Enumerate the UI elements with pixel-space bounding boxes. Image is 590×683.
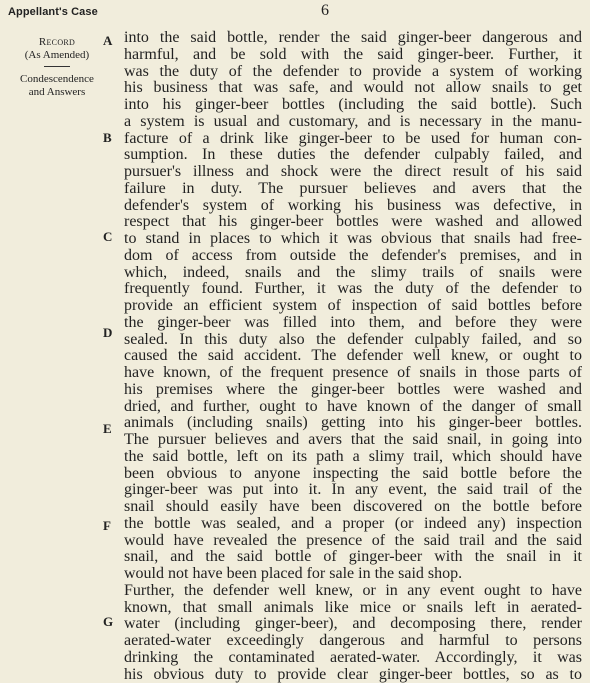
text-line: defender's system of working his business was defective, in	[124, 198, 582, 215]
text-line: snail should easily have been discovered on the bottle before	[124, 499, 582, 516]
text-line: snail, and the said bottle of ginger-beer with the snail in it	[124, 549, 582, 566]
text-line: to stand in places to which it was obvious that snails had free-	[124, 231, 582, 248]
text-line: dom of access from outside the defender's premises, and in	[124, 248, 582, 265]
text-line: failure in duty. The pursuer believes and avers that the	[124, 181, 582, 198]
page-number: 6	[321, 2, 329, 20]
text-line: frequently found. Further, it was the duty of the defender to	[124, 281, 582, 298]
text-line: the ginger-beer was filled into them, and before they were	[124, 315, 582, 332]
text-line: into the said bottle, render the said ginger-beer dangerous and	[124, 30, 582, 47]
text-line: sealed. In this duty also the defender culpably failed, and so	[124, 332, 582, 349]
side-notes	[4, 36, 110, 99]
text-line: the said bottle, left on its path a slimy trail, which should have	[124, 449, 582, 466]
text-line: have known, of the frequent presence of snails in those parts of	[124, 365, 582, 382]
text-line: been obvious to anyone inspecting the said bottle before the	[124, 466, 582, 483]
text-line: respect that his ginger-beer bottles were washed and allowed	[124, 214, 582, 231]
text-line: which, indeed, snails and the slimy trails of snails were	[124, 265, 582, 282]
text-line: his obvious duty to provide clear ginger-beer bottles, so as to	[124, 667, 582, 683]
record-title: Record	[4, 36, 110, 49]
text-line: his business that was safe, and would not allow snails to get	[124, 80, 582, 97]
text-line: ginger-beer was put into it. In any event, the said trail of the	[124, 482, 582, 499]
margin-marker-e: E	[103, 421, 112, 437]
text-line: drinking the contaminated aerated-water. Accordingly, it was	[124, 650, 582, 667]
text-line: aerated-water exceedingly dangerous and harmful to persons	[124, 633, 582, 650]
text-line: would not have been placed for sale in the said shop.	[124, 566, 582, 583]
text-line: animals (including snails) getting into his ginger-beer bottles.	[124, 415, 582, 432]
text-line: sumption. In these duties the defender culpably failed, and	[124, 147, 582, 164]
text-line: The pursuer believes and avers that the said snail, in going into	[124, 432, 582, 449]
text-line: pursuer's illness and shock were the direct result of his said	[124, 164, 582, 181]
margin-markers	[103, 0, 121, 680]
text-line: dried, and further, ought to have known of the danger of small	[124, 399, 582, 416]
text-line: a system is usual and customary, and is necessary in the manu-	[124, 114, 582, 131]
side-divider	[44, 66, 70, 67]
margin-marker-a: A	[103, 33, 112, 49]
text-line: facture of a drink like ginger-beer to be used for human con-	[124, 131, 582, 148]
text-line: the bottle was sealed, and a proper (or indeed any) inspection	[124, 516, 582, 533]
text-line: his premises where the ginger-beer bottles were washed and	[124, 382, 582, 399]
condescendence-label-line2: and Answers	[4, 86, 110, 99]
text-line: harmful, and be sold with the said ginger-beer. Further, it	[124, 47, 582, 64]
text-line: caused the said accident. The defender well knew, or ought to	[124, 348, 582, 365]
text-line: provide an efficient system of inspection of said bottles before	[124, 298, 582, 315]
condescendence-label-line1: Condescendence	[4, 73, 110, 86]
margin-marker-b: B	[103, 130, 112, 146]
text-line: known, that small animals like mice or snails left in aerated-	[124, 600, 582, 617]
text-line: would have revealed the presence of the said trail and the said	[124, 533, 582, 550]
margin-marker-d: D	[103, 325, 112, 341]
text-line: into his ginger-beer bottles (including the said bottle). Such	[124, 97, 582, 114]
text-line: Further, the defender well knew, or in any event ought to have	[124, 583, 582, 600]
text-line: was the duty of the defender to provide a system of working	[124, 64, 582, 81]
record-subtitle: (As Amended)	[4, 49, 110, 62]
margin-marker-f: F	[103, 518, 111, 534]
body-text	[124, 30, 582, 683]
text-line: water (including ginger-beer), and decomposing there, render	[124, 616, 582, 633]
margin-marker-c: C	[103, 229, 112, 245]
running-header: Appellant's Case	[8, 6, 98, 18]
margin-marker-g: G	[103, 614, 113, 630]
